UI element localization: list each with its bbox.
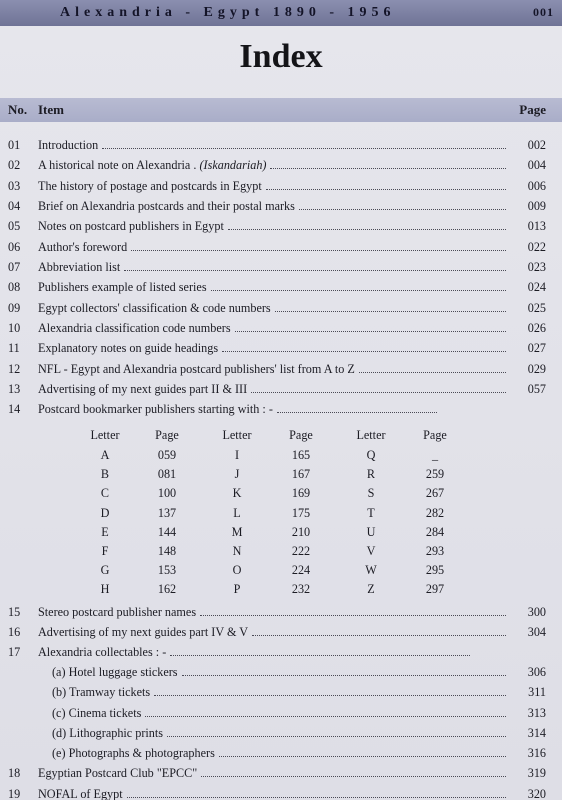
entry-number: 14 — [8, 402, 21, 416]
page-cell: 210 — [291, 524, 311, 539]
entry-item — [38, 278, 510, 296]
dot-leader — [201, 765, 506, 777]
entry-title — [38, 603, 196, 621]
entry-number: 19 — [8, 787, 21, 800]
index-row — [0, 785, 562, 800]
index-row — [0, 380, 562, 398]
dot-leader — [131, 239, 506, 251]
letter-cell: E — [101, 524, 109, 539]
page-cell: 148 — [157, 544, 177, 558]
page-cell: 059 — [157, 448, 177, 462]
entry-item — [38, 643, 510, 661]
entry-title-text: Advertising of my next guides part IV & V — [38, 625, 249, 639]
letter-cell: U — [366, 524, 376, 539]
letter-cell: Z — [367, 582, 375, 597]
entry-item — [38, 299, 510, 317]
entry-title-text: Introduction — [38, 138, 99, 152]
entry-item — [52, 744, 510, 762]
dot-leader — [219, 745, 506, 757]
entry-number: 08 — [8, 280, 21, 294]
entry-page: 320 — [527, 787, 546, 800]
index-row — [0, 764, 562, 782]
page-title: Index — [239, 38, 323, 75]
letter-table-row — [0, 484, 562, 502]
letter-table-heading: Letter — [356, 428, 386, 442]
index-row — [0, 400, 562, 418]
dot-leader — [167, 725, 506, 737]
entry-item — [38, 785, 510, 800]
entry-page: 306 — [527, 665, 546, 679]
letter-cell: C — [100, 486, 110, 501]
entry-title-text: NFL - Egypt and Alexandria postcard publishers' list from A to Z — [38, 362, 355, 376]
entry-title-text: (d) Lithographic prints — [52, 726, 164, 740]
letter-table-header — [0, 426, 562, 444]
entry-item — [38, 136, 510, 154]
entry-title — [52, 724, 163, 742]
entry-number: 01 — [8, 138, 21, 152]
entry-title — [38, 319, 231, 337]
entry-item — [52, 683, 510, 701]
letter-cell: L — [233, 505, 241, 520]
entry-item — [52, 663, 510, 681]
entry-title — [38, 360, 355, 378]
letter-cell: B — [100, 467, 110, 482]
index-row — [0, 238, 562, 256]
entry-title-text: (c) Cinema tickets — [52, 706, 142, 720]
entry-page: 004 — [527, 158, 546, 172]
column-header-page: Page — [519, 102, 546, 117]
entry-number: 07 — [8, 260, 21, 274]
entry-title — [38, 623, 248, 641]
letter-cell: N — [232, 544, 242, 558]
entry-title — [38, 136, 98, 154]
letter-cell: O — [232, 563, 242, 578]
letter-table-heading: Page — [155, 428, 179, 442]
page-cell: 175 — [291, 505, 311, 520]
entry-title-text: Explanatory notes on guide headings — [38, 341, 219, 355]
entry-title — [52, 744, 215, 762]
dot-leader — [170, 644, 470, 656]
letter-cell: W — [365, 563, 377, 578]
letter-cell: T — [367, 505, 375, 520]
letter-cell: V — [366, 544, 376, 558]
entry-page: 027 — [527, 341, 546, 355]
entry-number: 03 — [8, 179, 21, 193]
index-row — [0, 623, 562, 641]
entry-title-text: Author's foreword — [38, 240, 128, 254]
dot-leader — [251, 381, 506, 393]
page-cell: 162 — [157, 582, 177, 597]
entry-title — [52, 683, 150, 701]
entry-page: 311 — [528, 685, 546, 699]
letter-table-row — [0, 465, 562, 483]
index-row — [0, 683, 562, 701]
entry-title — [38, 764, 197, 782]
entry-number: 10 — [8, 321, 21, 335]
entry-number: 15 — [8, 605, 21, 619]
entry-number: 16 — [8, 625, 21, 639]
entry-item — [38, 623, 510, 641]
entry-number: 12 — [8, 362, 21, 376]
entry-item — [38, 156, 510, 174]
letter-cell: P — [233, 582, 241, 597]
entry-title-text: (a) Hotel luggage stickers — [52, 665, 178, 679]
entry-page: 057 — [527, 382, 546, 396]
entry-page: 314 — [527, 726, 546, 740]
entry-page: 024 — [527, 280, 546, 294]
letter-table-heading: Letter — [222, 428, 252, 442]
page-cell: 153 — [157, 563, 177, 578]
entry-title — [52, 663, 178, 681]
index-row — [0, 663, 562, 681]
entry-title-text: (e) Photographs & photographers — [52, 746, 215, 760]
entry-title-italic: (Iskandariah) — [199, 158, 267, 172]
entry-item — [38, 258, 510, 276]
entry-title-text: Advertising of my next guides part II & III — [38, 382, 248, 396]
index-row — [0, 299, 562, 317]
page-cell: 282 — [425, 505, 445, 520]
entry-title-text: Notes on postcard publishers in Egypt — [38, 219, 224, 233]
entry-title-text: (b) Tramway tickets — [52, 685, 151, 699]
entry-number: 11 — [8, 341, 20, 355]
entry-page: 029 — [527, 362, 546, 376]
entry-page: 025 — [527, 301, 546, 315]
letter-cell: J — [234, 467, 240, 482]
column-header-no: No. — [8, 102, 28, 117]
index-row — [0, 197, 562, 215]
entry-page: 300 — [527, 605, 546, 619]
letter-cell: S — [367, 486, 375, 501]
letter-cell: Q — [366, 448, 376, 462]
entry-title-text: Brief on Alexandria postcards and their postal marks — [38, 199, 295, 213]
entry-page: 304 — [527, 625, 546, 639]
letter-table-row — [0, 542, 562, 560]
dot-leader — [228, 218, 506, 230]
page-cell: 224 — [291, 563, 311, 578]
dot-leader — [359, 361, 506, 373]
dot-leader — [266, 178, 506, 190]
column-header-item: Item — [38, 102, 64, 117]
entry-title-text: Stereo postcard publisher names — [38, 605, 197, 619]
dot-leader — [275, 300, 506, 312]
entry-number: 13 — [8, 382, 21, 396]
table-header — [0, 98, 562, 122]
dot-leader — [211, 279, 506, 291]
index-row — [0, 724, 562, 742]
header-bar — [0, 0, 562, 26]
entry-page: 316 — [527, 746, 546, 760]
page-cell: 222 — [291, 544, 311, 558]
entry-title-text: A historical note on Alexandria . — [38, 158, 200, 172]
entry-title — [38, 238, 127, 256]
letter-table-row — [0, 446, 562, 464]
entry-page: 006 — [527, 179, 546, 193]
entry-title — [38, 380, 247, 398]
entry-item — [38, 319, 510, 337]
entry-title-text: Abbreviation list — [38, 260, 121, 274]
letter-table-row — [0, 504, 562, 522]
entry-page: 313 — [527, 706, 546, 720]
letter-cell: D — [100, 505, 110, 520]
entry-title-text: Egyptian Postcard Club "EPCC" — [38, 766, 198, 780]
entry-number: 02 — [8, 158, 21, 172]
dot-leader — [200, 604, 506, 616]
page-cell: 144 — [157, 524, 177, 539]
entry-item — [38, 603, 510, 621]
entry-page: 009 — [527, 199, 546, 213]
page-cell: 293 — [425, 544, 445, 558]
entry-item — [52, 704, 510, 722]
dot-leader — [102, 137, 506, 149]
page-cell: 267 — [425, 486, 445, 501]
entry-item — [38, 217, 510, 235]
entry-number: 09 — [8, 301, 21, 315]
letter-table-row — [0, 523, 562, 541]
entry-number: 04 — [8, 199, 21, 213]
entry-title-text: NOFAL of Egypt — [38, 787, 123, 800]
entry-title — [38, 258, 120, 276]
page-cell: 259 — [425, 467, 445, 482]
entry-title-text: Postcard bookmarker publishers starting with : - — [38, 402, 273, 416]
entry-number: 05 — [8, 219, 21, 233]
letter-table-heading: Page — [289, 428, 313, 442]
dot-leader — [252, 624, 506, 636]
dot-leader — [270, 157, 506, 169]
entry-title — [38, 177, 262, 195]
entry-title-text: Egypt collectors' classification & code numbers — [38, 301, 271, 315]
index-row — [0, 603, 562, 621]
entry-item — [38, 400, 510, 418]
entry-page: 013 — [527, 219, 546, 233]
index-row — [0, 319, 562, 337]
entry-page: 026 — [527, 321, 546, 335]
dot-leader — [299, 198, 506, 210]
entry-title-text: Publishers example of listed series — [38, 280, 207, 294]
page-cell: 100 — [157, 486, 177, 501]
dot-leader — [235, 320, 506, 332]
dot-leader — [124, 259, 506, 271]
letter-cell: F — [101, 544, 109, 558]
index-row — [0, 177, 562, 195]
page-cell: 169 — [291, 486, 311, 501]
entry-title — [38, 197, 295, 215]
index-row — [0, 136, 562, 154]
letter-cell: H — [100, 582, 110, 597]
dot-leader — [145, 705, 506, 717]
dot-leader — [222, 340, 506, 352]
entry-item — [38, 238, 510, 256]
entry-title-text: Alexandria collectables : - — [38, 645, 167, 659]
letter-cell: K — [232, 486, 242, 501]
page-cell: 081 — [157, 467, 177, 482]
entry-title — [38, 299, 271, 317]
page-cell: 284 — [425, 524, 445, 539]
entry-item — [38, 380, 510, 398]
letter-table-row — [0, 561, 562, 579]
index-row — [0, 643, 562, 661]
letter-cell: M — [231, 524, 243, 539]
entry-title — [38, 217, 224, 235]
entry-page: 319 — [527, 766, 546, 780]
index-row — [0, 339, 562, 357]
index-row — [0, 360, 562, 378]
page-number: 001 — [533, 5, 554, 19]
page-cell: 137 — [157, 505, 177, 520]
index-row — [0, 744, 562, 762]
entry-title — [38, 278, 207, 296]
dot-leader — [127, 786, 506, 798]
letter-table-row — [0, 580, 562, 598]
letter-cell: I — [234, 448, 240, 462]
entry-page: 023 — [527, 260, 546, 274]
entry-page: 002 — [527, 138, 546, 152]
entry-item — [38, 764, 510, 782]
dot-leader — [182, 664, 506, 676]
entry-item — [38, 197, 510, 215]
entry-title-text: Alexandria classification code numbers — [38, 321, 231, 335]
index-row — [0, 704, 562, 722]
dot-leader — [277, 401, 437, 413]
letter-table-heading: Page — [423, 428, 447, 442]
header-title: Alexandria - Egypt 1890 - 1956 — [60, 5, 396, 20]
page-cell: 297 — [425, 582, 445, 597]
entry-item — [38, 360, 510, 378]
page-cell: 167 — [291, 467, 311, 482]
entry-title — [38, 400, 273, 418]
entry-title — [38, 785, 123, 800]
dot-leader — [154, 684, 506, 696]
entry-item — [38, 177, 510, 195]
entry-number: 06 — [8, 240, 21, 254]
page-cell: 165 — [291, 448, 311, 462]
entry-number: 17 — [8, 645, 21, 659]
entry-number: 18 — [8, 766, 21, 780]
page-cell: 295 — [425, 563, 445, 578]
letter-cell: G — [100, 563, 110, 578]
index-row — [0, 278, 562, 296]
letter-cell: A — [100, 448, 110, 462]
entry-page: 022 — [527, 240, 546, 254]
letter-table-heading: Letter — [90, 428, 120, 442]
entry-title — [38, 339, 218, 357]
entry-title — [38, 156, 266, 174]
letter-cell: R — [366, 467, 376, 482]
entry-title — [38, 643, 166, 661]
entry-title — [52, 704, 141, 722]
page-cell: _ — [431, 448, 439, 462]
entry-item — [38, 339, 510, 357]
page-cell: 232 — [291, 582, 311, 597]
index-row — [0, 156, 562, 174]
entry-title-text: The history of postage and postcards in Egypt — [38, 179, 262, 193]
entry-item — [52, 724, 510, 742]
index-row — [0, 258, 562, 276]
index-row — [0, 217, 562, 235]
